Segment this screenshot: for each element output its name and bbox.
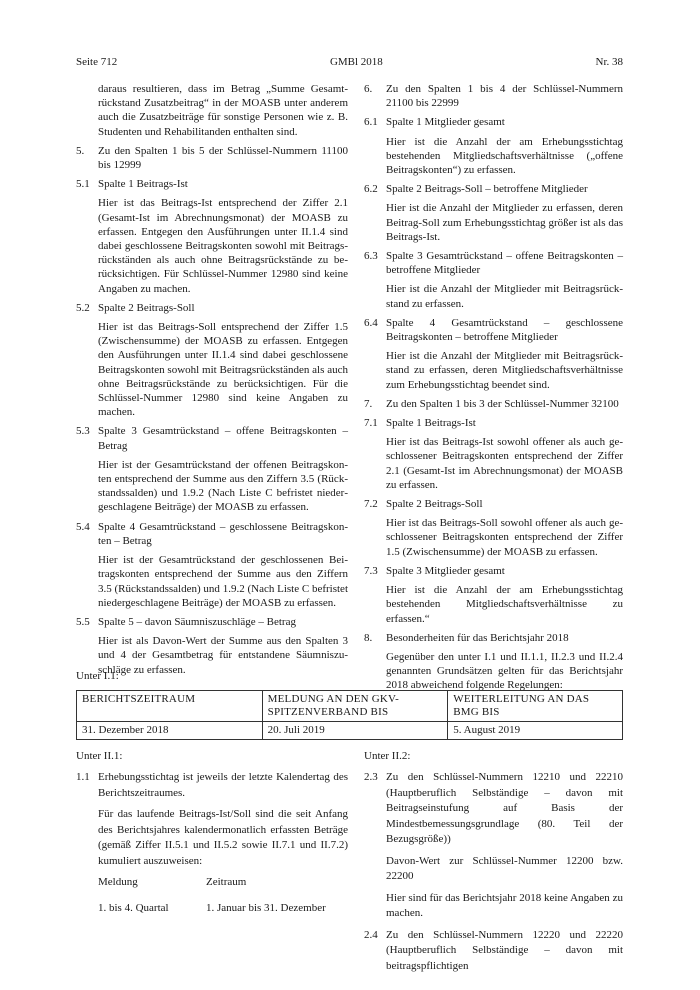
section-2-3-p1: Davon-Wert zur Schlüssel-Nummer 12200 bzw. 22200	[386, 854, 623, 882]
journal-name: GMBl 2018	[329, 56, 383, 68]
section-title: Spalte 3 Mitglieder gesamt	[386, 564, 505, 577]
section-1-1-body: Für das laufende Beitrags-Ist/Soll sind die seit Anfang des Berichtsjahres kalendermonatlich erfassten Beträge (gemäß Ziffer II.5.1 und II.5.2 sowie II.7.1 und II.7.2) kumuliert auszuweisen:	[98, 808, 348, 867]
page-header	[76, 56, 623, 72]
section-2-3	[364, 770, 623, 848]
table-header: MELDUNG AN DEN GKV-SPITZENVERBAND BIS	[262, 691, 448, 722]
section-title: Spalte 1 Beitrags-Ist	[386, 417, 476, 430]
section-6-1-body: Hier ist die Anzahl der am Erhebungsstichtag bestehenden Mitgliedschaftsverhältnisse („offene Beitragskonten“) zu erfassen.	[386, 135, 623, 177]
section-6-3-body: Hier ist die Anzahl der Mitglieder mit Beitragsrückstand zu erfassen.	[386, 283, 623, 310]
section-number: 7.2	[364, 498, 378, 511]
section-7-3-body: Hier ist die Anzahl der am Erhebungsstichtag bestehenden Mitgliedschaftsverhältnisse zu erfassen.“	[386, 584, 623, 625]
unter-i1-heading: Unter I.1:	[76, 670, 119, 682]
right-column	[364, 82, 623, 698]
section-title: Besonderheiten für das Berichtsjahr 2018	[386, 631, 569, 644]
section-title: Spalte 3 Gesamtrückstand – offene Beitragskonten – Betrag	[98, 425, 348, 452]
period-col-header: Meldung	[98, 876, 138, 888]
section-5-3-body: Hier ist der Gesamtrückstand der offenen Beitragskonten entsprechend der Summe aus den Ziffern 3.5 (Rückstandssalden) und 1.9.2 (Nach Liste C befristet niedergeschlagene Beiträge) der MOASB zu erfassen.	[98, 458, 348, 514]
issue-number: Nr. 38	[595, 56, 623, 68]
table-row	[77, 722, 623, 740]
section-5-3-title	[76, 424, 348, 452]
table-header-row	[77, 691, 623, 722]
bottom-right-column	[364, 770, 623, 980]
section-number: 6.1	[364, 116, 378, 129]
section-number: 6.2	[364, 183, 378, 196]
section-title: Spalte 2 Beitrags-Soll	[98, 301, 195, 314]
period-table	[76, 875, 348, 916]
section-number: 6.3	[364, 250, 378, 263]
section-number: 2.4	[364, 928, 378, 941]
section-number: 7.3	[364, 564, 378, 577]
section-number: 1.1	[76, 771, 90, 783]
period-col-header: Zeitraum	[206, 876, 247, 888]
section-8-body: Gegenüber den unter I.1 und II.1.1, II.2.3 und II.2.4 genannten Grundsätzen gelten für das Berichtsjahr 2018 abweichend folgende Regelungen:	[386, 650, 623, 692]
section-text: Zu den Schlüssel-Nummern 12220 und 22220 (Hauptberuflich Selbständige – davon mit beitragspflichtigen	[386, 928, 623, 972]
section-title: Spalte 1 Beitrags-Ist	[98, 178, 188, 191]
section-number: 5.1	[76, 178, 90, 191]
section-number: 6.4	[364, 316, 378, 329]
section-title: Spalte 2 Beitrags-Soll – betroffene Mitglieder	[386, 183, 588, 196]
section-6-2-title	[364, 182, 623, 196]
section-number: 5.5	[76, 615, 90, 628]
section-7-1-title	[364, 416, 623, 430]
section-text: Zu den Schlüssel-Nummern 12210 und 22210 (Hauptberuflich Selbständige – davon mit Beitragseinstufung auf Basis der Mindestbemessungsgrundlage (80. Teil der Bezugsgröße))	[386, 771, 623, 845]
period-cell: 1. bis 4. Quartal	[98, 901, 169, 914]
section-text: Zu den Spalten 1 bis 3 der Schlüssel-Nummer 32100	[386, 397, 619, 410]
section-6-1-title	[364, 115, 623, 129]
unter-ii2-heading: Unter II.2:	[364, 750, 411, 762]
section-number: 7.	[364, 397, 373, 410]
intro-paragraph: daraus resultieren, dass im Betrag „Summe Gesamtrückstand Zusatzbeitrag“ in der MOASB unter anderem auch die Zusatzbeiträge für sonstige Personen wie z. B. Studenten und Rehabilitanden enthalten sind.	[98, 83, 348, 138]
page-number: Seite 712	[76, 56, 118, 68]
table-header: WEITERLEITUNG AN DAS BMG BIS	[448, 691, 623, 722]
left-column	[76, 82, 348, 682]
section-number: 8.	[364, 631, 373, 644]
section-5	[76, 144, 348, 172]
section-7-2-title	[364, 497, 623, 511]
section-title: Spalte 2 Beitrags-Soll	[386, 498, 483, 511]
table-cell: 5. August 2019	[448, 722, 623, 740]
section-title: Spalte 5 – davon Säumniszuschläge – Betrag	[98, 615, 296, 628]
section-number: 5.	[76, 144, 85, 157]
section-5-2-title	[76, 301, 348, 315]
section-6-2-body: Hier ist die Anzahl der Mitglieder zu erfassen, deren Beitrag-Soll zum Erhebungsstichtag größer ist als das Beitrags-Ist.	[386, 202, 623, 243]
period-cell: 1. Januar bis 31. Dezember	[206, 901, 326, 914]
section-number: 5.4	[76, 520, 90, 533]
section-5-4-body: Hier ist der Gesamtrückstand der geschlossenen Beitragskonten entsprechend der Summe aus den Ziffern 3.5 (Rückstandssalden) und 1.9.2 (Nach Liste C befristet niedergeschlagene Beiträge) der MOASB zu erfassen.	[98, 554, 348, 609]
section-2-4	[364, 928, 623, 975]
section-5-1-body: Hier ist das Beitrags-Ist entsprechend der Ziffer 2.1 (Gesamt-Ist im Abrechnungsmonat) der MOASB zu erfassen. Entgegen den Ausführungen unter II.1.4 sind dabei geschlossene Beitragskonten sowohl mit Beitragsrückständen als auch ohne Beitragsrückstände zu berücksichtigen. Für Schlüssel-Nummer 12980 sind keine Angaben zu machen.	[98, 197, 348, 295]
table-cell: 31. Dezember 2018	[77, 722, 263, 740]
section-8-title	[364, 631, 623, 645]
section-number: 5.3	[76, 425, 90, 438]
table-header: BERICHTSZEITRAUM	[77, 691, 263, 722]
section-5-5-body: Hier ist als Davon-Wert der Summe aus den Spalten 3 und 4 der Gesamtbetrag für entstandene Säumniszuschläge zu erfassen.	[98, 635, 348, 676]
unter-ii1-heading: Unter II.1:	[76, 750, 123, 762]
section-text: Zu den Spalten 1 bis 4 der Schlüssel-Nummern 21100 bis 22999	[386, 83, 623, 110]
section-number: 2.3	[364, 771, 378, 783]
section-5-2-body: Hier ist das Beitrags-Soll entsprechend der Ziffer 1.5 (Zwischensumme) der MOASB zu erfassen. Entgegen den Ausführungen unter II.1.4 sind dabei geschlossene Beitragskonten sowohl mit Beitragsrückständen als auch ohne Beitragsrückstände zu berücksichtigen. Für die Schlüssel-Nummer 12980 sind keine Angaben zu machen.	[98, 321, 348, 419]
section-text: Zu den Spalten 1 bis 5 der Schlüssel-Nummern 11100 bis 12999	[98, 144, 348, 172]
section-7-2-body: Hier ist das Beitrags-Soll sowohl offener als auch geschlossener Beitragskonten entsprechend der Ziffer 1.5 (Zwischensumme) der MOASB zu erfassen.	[386, 517, 623, 558]
section-5-5-title	[76, 615, 348, 629]
table-cell: 20. Juli 2019	[262, 722, 448, 740]
section-6-3-title	[364, 249, 623, 277]
section-6-4-body: Hier ist die Anzahl der Mitglieder mit Beitragsrückstand zu erfassen, deren Mitgliedschaftsverhältnisse zum Erhebungsstichtag beendet sind.	[386, 350, 623, 391]
section-title: Spalte 1 Mitglieder gesamt	[386, 116, 505, 129]
section-5-1-title	[76, 177, 348, 191]
section-5-4-title	[76, 520, 348, 548]
section-text: Erhebungsstichtag ist jeweils der letzte Kalendertag des Berichtszeitraumes.	[98, 771, 348, 799]
section-1-1	[76, 770, 348, 801]
reporting-table	[76, 690, 623, 740]
section-6	[364, 82, 623, 110]
section-number: 7.1	[364, 417, 378, 430]
section-7-3-title	[364, 564, 623, 578]
section-7-1-body: Hier ist das Beitrags-Ist sowohl offener als auch geschlossener Beitragskonten entsprechend der Ziffer 2.1 (Gesamt-Ist im Abrechnungsmonat) der MOASB zu erfassen.	[386, 436, 623, 491]
section-title: Spalte 4 Gesamtrückstand – geschlossene Beitragskonten – Betrag	[98, 520, 348, 547]
section-7	[364, 397, 623, 411]
section-title: Spalte 3 Gesamtrückstand – offene Beitragskonten – betroffene Mitglieder	[386, 250, 623, 277]
section-number: 6.	[364, 83, 373, 95]
section-2-3-p2: Hier sind für das Berichtsjahr 2018 keine Angaben zu machen.	[386, 891, 623, 919]
section-6-4-title	[364, 316, 623, 344]
section-title: Spalte 4 Gesamtrückstand – geschlossene Beitragskonten – betroffene Mitglieder	[386, 316, 623, 344]
section-number: 5.2	[76, 301, 90, 314]
bottom-left-column	[76, 770, 348, 916]
